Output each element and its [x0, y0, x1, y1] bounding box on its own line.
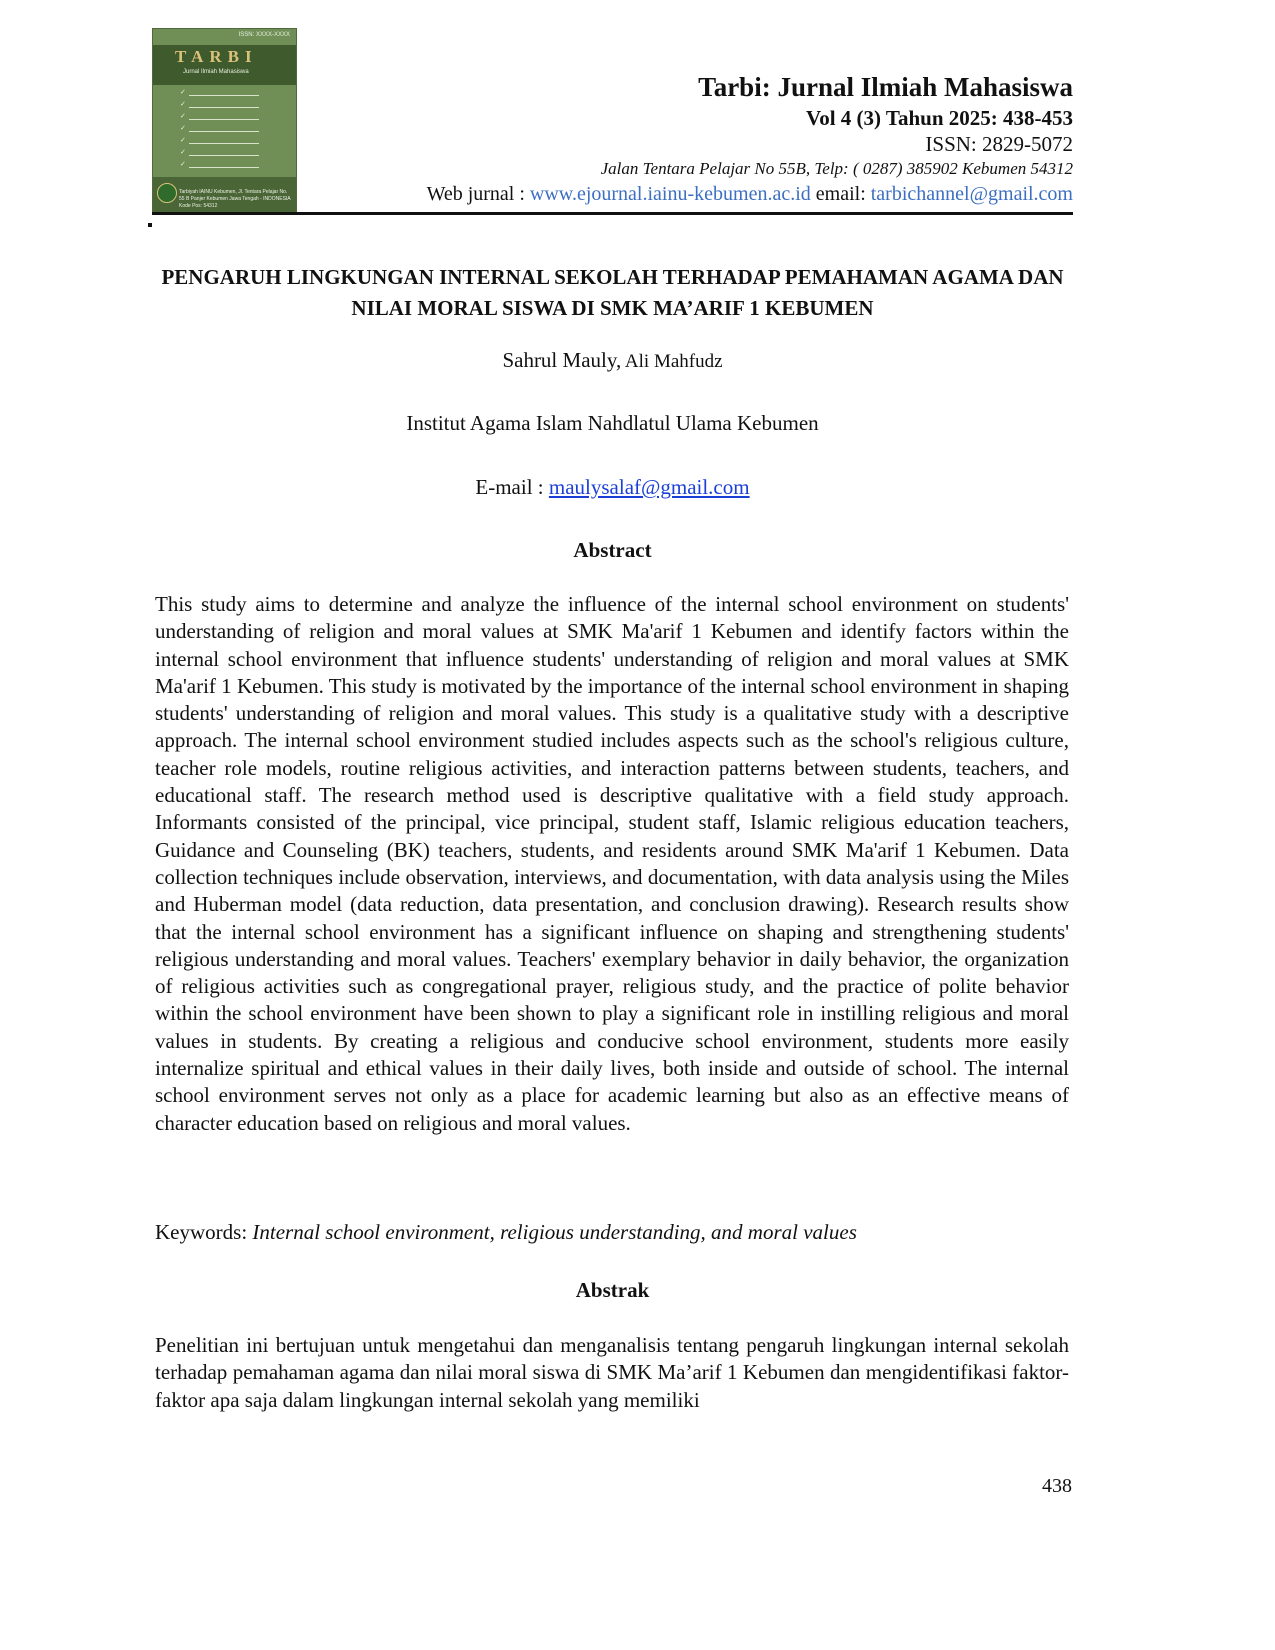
journal-issn: ISSN: 2829-5072: [925, 132, 1073, 156]
journal-email-link[interactable]: tarbichannel@gmail.com: [870, 183, 1073, 205]
abstract-body: This study aims to determine and analyze the influence of the internal school environment on students' understanding of religion and moral values at SMK Ma'arif 1 Kebumen and identify factors within the internal school environment that influence students' understanding of religion and moral values at SMK Ma'arif 1 Kebumen. This study is motivated by the importance of the internal school environment in shaping students' understanding of religion and moral values. This study is a qualitative study with a descriptive approach. The internal school environment studied includes aspects such as the school's religious culture, teacher role models, routine religious activities, and interaction patterns between students, teachers, and educational staff. The research method used is descriptive qualitative with a field study approach. Informants consisted of the principal, vice principal, student staff, Islamic religious education teachers, Guidance and Counseling (BK) teachers, students, and residents around SMK Ma'arif 1 Kebumen. Data collection techniques include observation, interviews, and documentation, with data analysis using the Miles and Huberman model (data reduction, data presentation, and conclusion drawing). Research results show that the internal school environment has a significant influence on shaping and strengthening students' religious understanding and moral values. Teachers' exemplary behavior in daily behavior, the organization of religious activities such as congregational prayer, religious study, and the practice of polite behavior within the school environment have been shown to play a significant role in instilling religious and moral values in students. By creating a religious and conducive school environment, students more easily internalize spiritual and ethical values in their daily lives, both inside and outside of school. The internal school environment serves not only as a place for academic learning but also as an effective means of character education based on religious and moral values.: [155, 592, 1069, 1135]
author-2: Ali Mahfudz: [621, 351, 723, 372]
header-dot: [148, 223, 152, 227]
abstrak-body: Penelitian ini bertujuan untuk mengetahui dan menganalisis tentang pengaruh lingkungan internal sekolah terhadap pemahaman agama dan nilai moral siswa di SMK Ma’arif 1 Kebumen dan mengidentifikasi faktor-faktor apa saja dalam lingkungan internal sekolah yang memiliki: [155, 1333, 1069, 1412]
web-label: Web jurnal :: [426, 183, 530, 205]
cover-footer: [153, 177, 296, 213]
article-title: PENGARUH LINGKUNGAN INTERNAL SEKOLAH TERHADAP PEMAHAMAN AGAMA DAN NILAI MORAL SISWA DI SMK MA’ARIF 1 KEBUMEN: [161, 265, 1064, 320]
cover-footer-text: Tarbiyah IAINU Kebumen, Jl. Tentara Pelajar No. 55 B Panjer Kebumen Jawa Tengah - INDONESIA Kode Pos: 54312: [179, 189, 291, 209]
institution-logo-icon: [157, 183, 177, 203]
author-email-line: [152, 475, 1073, 500]
abstrak-heading: Abstrak: [575, 1278, 650, 1302]
cover-contents-lines: [189, 95, 259, 179]
header-divider: [152, 212, 1073, 215]
keywords-text: Internal school environment, religious understanding, and moral values: [252, 1220, 857, 1244]
keywords-label: Keywords:: [155, 1220, 253, 1244]
cover-subtitle: Jurnal Ilmiah Mahasiswa: [183, 69, 249, 75]
journal-volume: Vol 4 (3) Tahun 2025: 438-453: [805, 106, 1073, 130]
author-affiliation: Institut Agama Islam Nahdlatul Ulama Kebumen: [406, 411, 819, 435]
journal-web-line: [427, 183, 1073, 206]
journal-address: Jalan Tentara Pelajar No 55B, Telp: ( 0287) 385902 Kebumen 54312: [600, 159, 1073, 178]
author-1: Sahrul Mauly,: [502, 348, 622, 372]
article-authors: [152, 348, 1073, 373]
cover-issn: ISSN: XXXX-XXXX: [238, 32, 290, 38]
author-email-label: E-mail :: [475, 475, 549, 499]
journal-cover-image: [152, 28, 297, 214]
email-label: email:: [810, 183, 871, 205]
cover-title: TARBI: [175, 47, 258, 66]
journal-website-link[interactable]: www.ejournal.iainu-kebumen.ac.id: [529, 183, 811, 205]
journal-title: Tarbi: Jurnal Ilmiah Mahasiswa: [698, 72, 1073, 102]
page-number: 438: [1042, 1475, 1072, 1497]
keywords-line: [155, 1220, 857, 1245]
abstract-heading: Abstract: [573, 538, 652, 562]
author-email-link[interactable]: maulysalaf@gmail.com: [548, 475, 750, 499]
